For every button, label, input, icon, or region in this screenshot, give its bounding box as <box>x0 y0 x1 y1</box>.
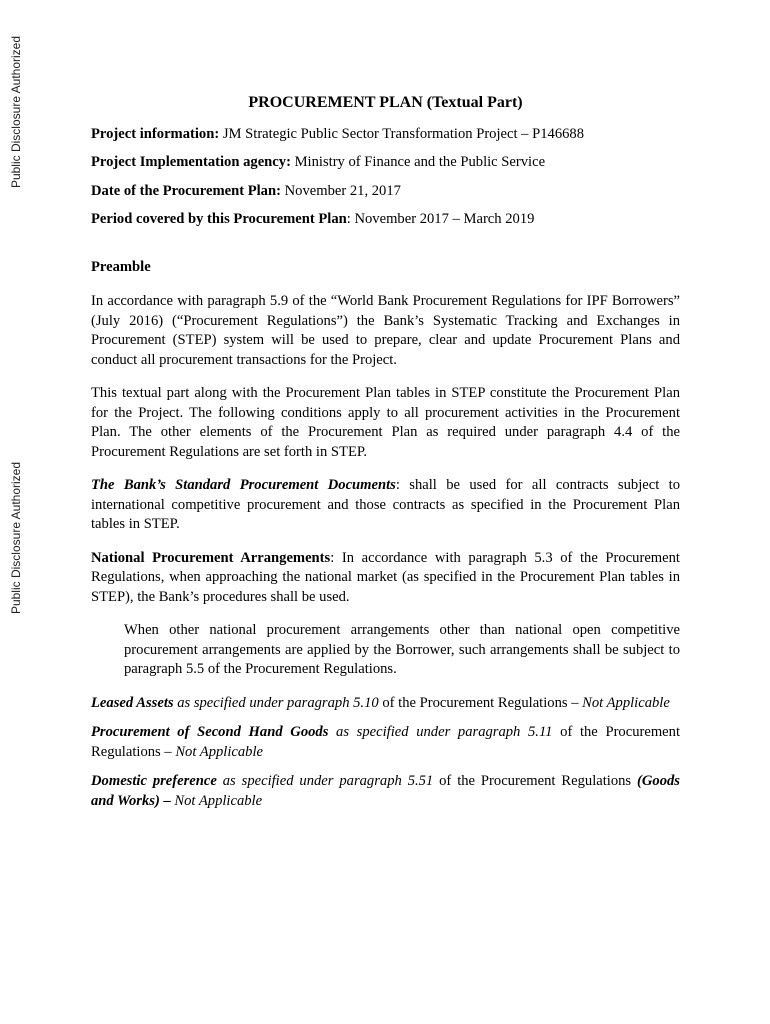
national-arrangements-label: National Procurement Arrangements <box>91 549 331 566</box>
leased-assets-paragraph <box>91 694 680 714</box>
info-label: Project information: <box>91 125 220 142</box>
domestic-preference-reference: as specified under paragraph 5.51 <box>216 773 434 789</box>
info-value: : November 2017 – March 2019 <box>346 211 535 227</box>
domestic-preference-label: Domestic preference <box>91 773 217 789</box>
second-hand-goods-text: of the Procurement Regulations – <box>91 724 681 760</box>
info-label: Period covered by this Procurement Plan <box>91 211 347 227</box>
info-date <box>91 182 680 202</box>
info-project <box>91 125 680 145</box>
domestic-preference-status: Not Applicable <box>170 792 263 809</box>
info-value: November 21, 2017 <box>280 182 401 199</box>
second-hand-goods-paragraph <box>91 723 680 762</box>
standard-documents-paragraph <box>91 476 680 535</box>
national-arrangements-indent: When other national procurement arrangements other than national open competitive procurement arrangements are applied by the Borrower, such arrangements shall be subject to paragraph 5.5 of the Procurement Regulations. <box>124 622 680 677</box>
second-hand-goods-label: Procurement of Second Hand Goods <box>91 724 329 740</box>
preamble-paragraph-2: This textual part along with the Procurement Plan tables in STEP constitute the Procurement Plan for the Project. The following conditions apply to all procurement activities in the Procurement Plan. The other elements of the Procurement Plan as required under paragraph 4.4 of the Procurement Regulations are set forth in STEP. <box>91 385 680 460</box>
info-label: Date of the Procurement Plan: <box>91 182 281 199</box>
national-arrangements-text: : In accordance with paragraph 5.3 of the Procurement Regulations, when approaching the national market (as specified in the Procurement Plan tables in STEP), the Bank’s procedures shall be used. <box>91 549 680 605</box>
info-agency <box>91 153 680 173</box>
info-period <box>91 210 680 230</box>
preamble-heading: Preamble <box>91 258 151 275</box>
domestic-preference-text: of the Procurement Regulations <box>433 773 638 789</box>
leased-assets-text: of the Procurement Regulations – <box>378 694 579 711</box>
leased-assets-label: Leased Assets <box>91 694 174 711</box>
document-title: PROCUREMENT PLAN (Textual Part) <box>248 94 523 111</box>
second-hand-goods-status: Not Applicable <box>171 743 264 760</box>
standard-documents-label: The Bank’s Standard Procurement Documents <box>91 477 396 493</box>
domestic-preference-scope: (Goods and Works) – <box>91 773 680 809</box>
info-value: JM Strategic Public Sector Transformation Project – P146688 <box>219 125 585 142</box>
second-hand-goods-reference: as specified under paragraph 5.11 <box>328 724 553 740</box>
standard-documents-text: : shall be used for all contracts subject to international competitive procurement and those contracts as specified in the Procurement Plan tables in STEP. <box>91 477 681 532</box>
document-body <box>91 93 680 821</box>
preamble-paragraph-1: In accordance with paragraph 5.9 of the “World Bank Procurement Regulations for IPF Borrowers” (July 2016) (“Procurement Regulations”) the Bank’s Systematic Tracking and Exchanges in Procurement (STEP) system will be used to prepare, clear and update Procurement Plans and conduct all procurement transactions for the Project. <box>91 293 680 368</box>
leased-assets-status: Not Applicable <box>578 694 670 711</box>
info-value: Ministry of Finance and the Public Service <box>290 154 546 170</box>
info-label: Project Implementation agency: <box>91 154 291 170</box>
national-arrangements-paragraph <box>91 549 680 608</box>
domestic-preference-paragraph <box>91 772 680 811</box>
leased-assets-reference: as specified under paragraph 5.10 <box>173 694 379 711</box>
